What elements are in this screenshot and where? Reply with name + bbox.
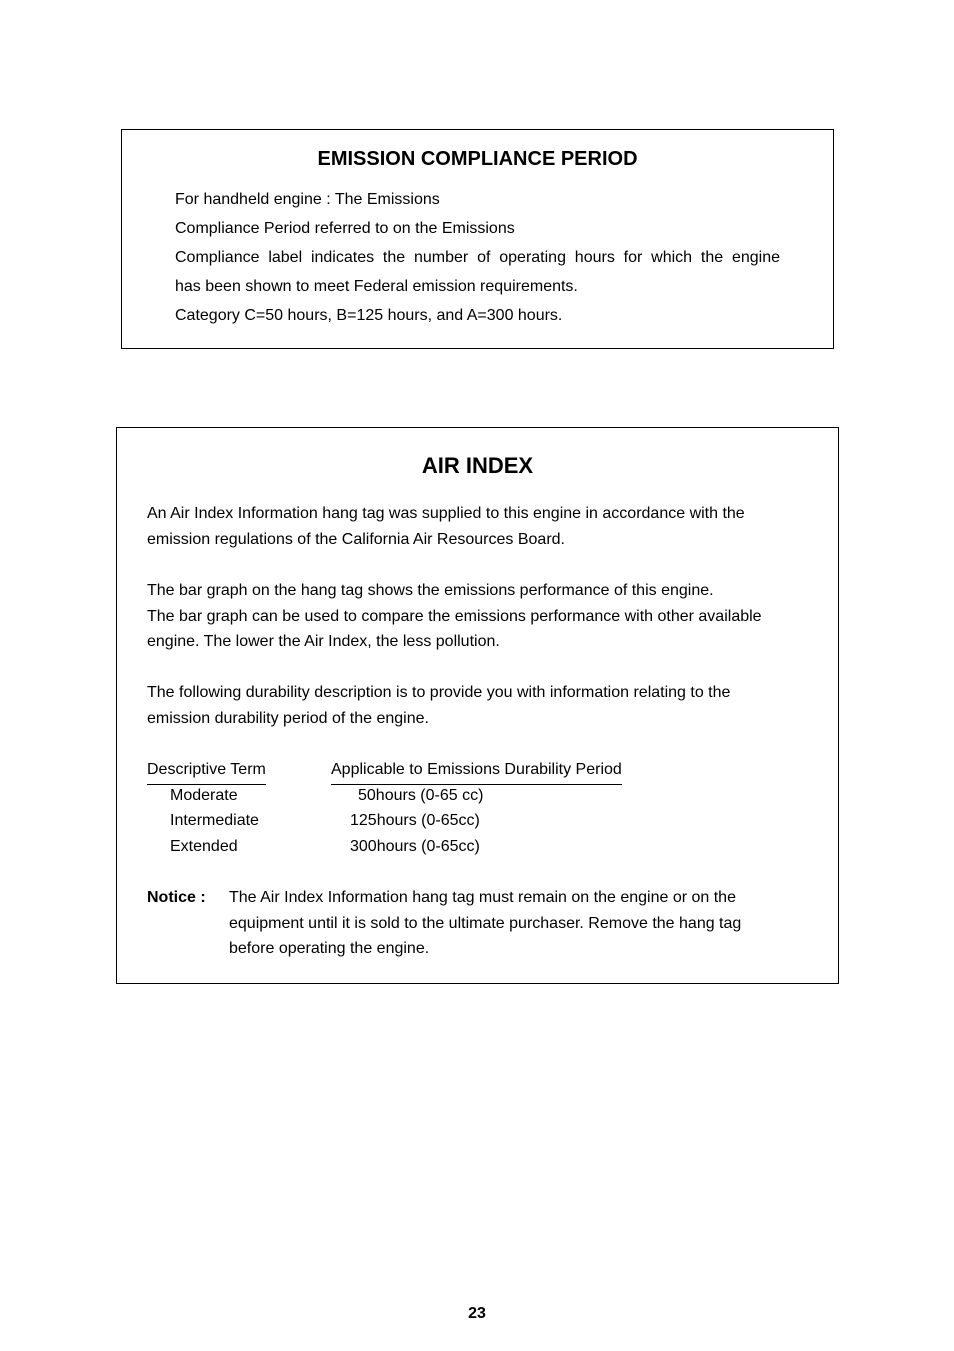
air-index-paragraph (147, 578, 817, 655)
paragraph-line: The following durability description is to provide you with information relating to the (147, 684, 731, 701)
notice-line: The Air Index Information hang tag must remain on the engine or on the (229, 889, 736, 906)
table-cell-term: Intermediate (170, 812, 259, 830)
notice-line: equipment until it is sold to the ultimate purchaser. Remove the hang tag (229, 914, 742, 932)
table-row (147, 834, 747, 860)
paragraph-line: An Air Index Information hang tag was supplied to this engine in accordance with the (147, 505, 745, 522)
table-cell-period: 125hours (0-65cc) (350, 812, 480, 830)
notice-label: Notice : (147, 889, 206, 906)
emission-compliance-line: has been shown to meet Federal emission requirements. (175, 278, 578, 295)
air-index-box (116, 427, 839, 984)
emission-compliance-title: EMISSION COMPLIANCE PERIOD (317, 148, 638, 170)
table-header-row (147, 757, 747, 783)
emission-compliance-line: For handheld engine : The Emissions (175, 191, 440, 208)
table-cell-term: Extended (170, 837, 238, 855)
emission-compliance-box (121, 129, 834, 349)
paragraph-line: The bar graph on the hang tag shows the emissions performance of this engine. (147, 582, 714, 599)
paragraph-line: engine. The lower the Air Index, the less pollution. (147, 633, 500, 651)
emission-compliance-line: Compliance label indicates the number of operating hours for which the engine (175, 249, 780, 266)
notice-text (229, 885, 819, 962)
notice-line: before operating the engine. (229, 940, 430, 958)
paragraph-line: The bar graph can be used to compare the emissions performance with other available (147, 607, 762, 625)
page-number: 23 (468, 1305, 486, 1322)
emission-compliance-line: Category C=50 hours, B=125 hours, and A=300 hours. (175, 307, 563, 324)
paragraph-line: emission regulations of the California Air Resources Board. (147, 530, 565, 548)
table-header-period: Applicable to Emissions Durability Period (331, 757, 622, 785)
emission-compliance-line: Compliance Period referred to on the Emissions (175, 220, 515, 237)
table-header-term: Descriptive Term (147, 757, 266, 785)
air-index-title: AIR INDEX (421, 453, 534, 478)
emission-compliance-body (175, 185, 780, 330)
table-cell-period: 50hours (0-65 cc) (358, 786, 484, 804)
durability-table (147, 757, 747, 859)
table-row (147, 783, 747, 809)
table-cell-period: 300hours (0-65cc) (350, 837, 480, 855)
paragraph-line: emission durability period of the engine. (147, 709, 429, 727)
table-cell-term: Moderate (170, 786, 238, 804)
table-row (147, 808, 747, 834)
air-index-paragraph (147, 680, 817, 731)
air-index-paragraph (147, 501, 817, 552)
